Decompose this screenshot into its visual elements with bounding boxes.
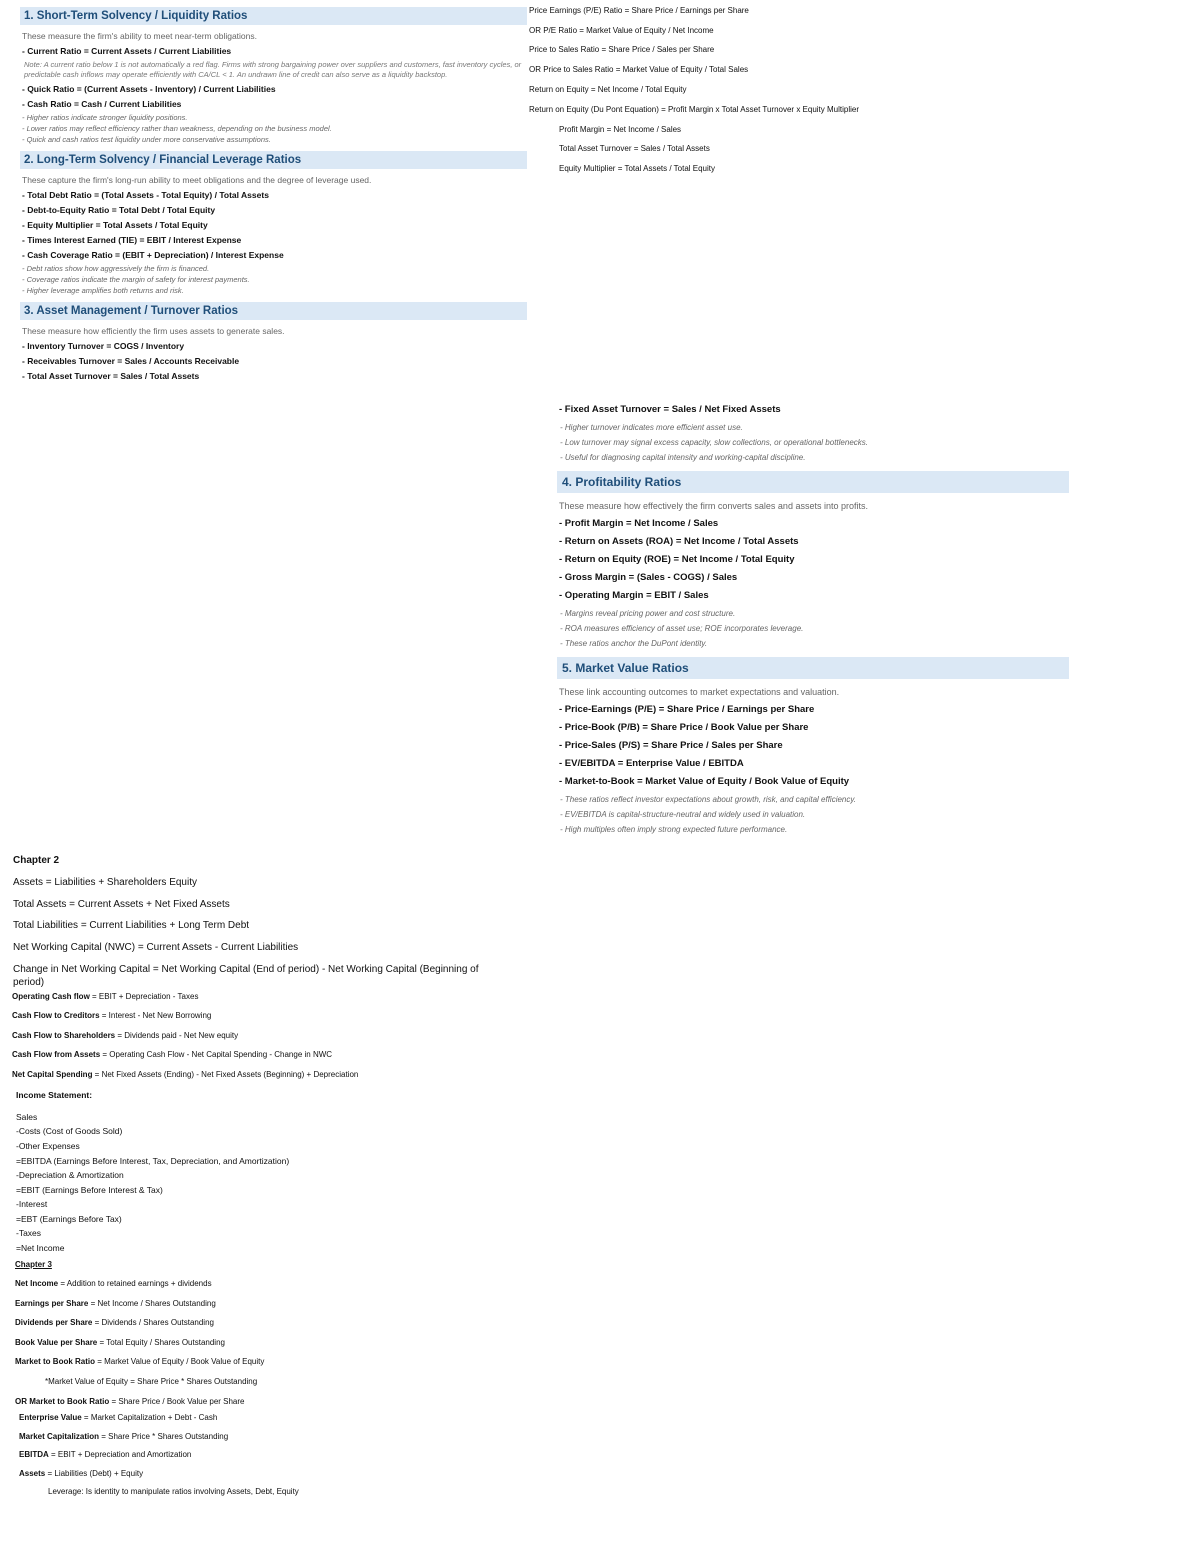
left-column — [20, 7, 527, 385]
total-debt-ratio: - Total Debt Ratio = (Total Assets - Total Equity) / Total Assets — [22, 190, 269, 200]
total-asset-turnover: - Total Asset Turnover = Sales / Total Assets — [22, 371, 200, 381]
income-statement-line: -Other Expenses — [16, 1141, 80, 1151]
income-statement-line: -Depreciation & Amortization — [16, 1170, 124, 1180]
pb-ratio: - Price-Book (P/B) = Share Price / Book Value per Share — [559, 722, 809, 733]
equity-multiplier-formula: Equity Multiplier = Total Assets / Total Equity — [559, 164, 716, 173]
enterprise-value-formula: Enterprise Value = Market Capitalization + Debt - Cash — [19, 1413, 218, 1422]
change-in-nwc-formula: Change in Net Working Capital = Net Working Capital (End of period) - Net Working Capital (Beginning of period) — [13, 964, 479, 988]
section-3-note: - Higher turnover indicates more efficient asset use. — [560, 423, 743, 432]
section-4-note: - These ratios anchor the DuPont identity. — [560, 639, 708, 648]
chapter-3-heading: Chapter 3 — [15, 1260, 52, 1269]
profit-margin: - Profit Margin = Net Income / Sales — [559, 518, 719, 529]
section-3-intro: These measure how efficiently the firm uses assets to generate sales. — [22, 326, 285, 336]
market-cap-formula: Market Capitalization = Share Price * Shares Outstanding — [19, 1432, 229, 1441]
income-statement-line: Sales — [16, 1112, 38, 1122]
section-4-header: 4. Profitability Ratios — [557, 471, 1069, 493]
section-5-intro: These link accounting outcomes to market expectations and valuation. — [559, 687, 840, 697]
section-1-header: 1. Short-Term Solvency / Liquidity Ratios — [20, 7, 527, 25]
cash-flow-shareholders: Cash Flow to Shareholders = Dividends paid - Net New equity — [12, 1031, 239, 1040]
section-3-note: - Useful for diagnosing capital intensity and working-capital discipline. — [560, 453, 806, 462]
profit-margin-formula: Profit Margin = Net Income / Sales — [559, 125, 682, 134]
section-2-header: 2. Long-Term Solvency / Financial Leverage Ratios — [20, 151, 527, 169]
ebitda-formula: EBITDA = EBIT + Depreciation and Amortization — [19, 1450, 192, 1459]
section-4-note: - Margins reveal pricing power and cost structure. — [560, 609, 736, 618]
return-on-equity: - Return on Equity (ROE) = Net Income / Total Equity — [559, 554, 795, 565]
income-statement-line: =EBT (Earnings Before Tax) — [16, 1214, 122, 1224]
pe-ratio-formula: Price Earnings (P/E) Ratio = Share Price / Earnings per Share — [529, 6, 749, 15]
section-5-note: - These ratios reflect investor expectations about growth, risk, and capital efficiency. — [560, 795, 856, 804]
price-to-sales-alt-formula: OR Price to Sales Ratio = Market Value of Equity / Total Sales — [529, 65, 749, 74]
market-to-book-alt-formula: OR Market to Book Ratio = Share Price / Book Value per Share — [15, 1397, 245, 1406]
current-ratio-note: Note: A current ratio below 1 is not automatically a red flag. Firms with strong bargaining power over suppliers and customers, fast inventory cycles, or predictable cash inflows may operate efficiently with CA/CL < 1. An undrawn line of credit can also serve as a liquidity backstop. — [24, 60, 522, 79]
cash-coverage-ratio: - Cash Coverage Ratio = (EBIT + Depreciation) / Interest Expense — [22, 250, 284, 260]
section-4-intro: These measure how effectively the firm converts sales and assets into profits. — [559, 501, 868, 511]
right-column — [557, 398, 1069, 838]
total-assets-formula: Total Assets = Current Assets + Net Fixed Assets — [13, 899, 230, 910]
section-3-header: 3. Asset Management / Turnover Ratios — [20, 302, 527, 320]
net-capital-spending: Net Capital Spending = Net Fixed Assets (Ending) - Net Fixed Assets (Beginning) + Depreciation — [12, 1070, 359, 1079]
ev-ebitda: - EV/EBITDA = Enterprise Value / EBITDA — [559, 758, 744, 769]
gross-margin: - Gross Margin = (Sales - COGS) / Sales — [559, 572, 738, 583]
income-statement-line: =Net Income — [16, 1243, 65, 1253]
price-to-sales-formula: Price to Sales Ratio = Share Price / Sales per Share — [529, 45, 715, 54]
market-value-equity-note: *Market Value of Equity = Share Price * Shares Outstanding — [45, 1377, 258, 1386]
section-2-note: - Higher leverage amplifies both returns and risk. — [22, 286, 184, 295]
times-interest-earned: - Times Interest Earned (TIE) = EBIT / Interest Expense — [22, 235, 242, 245]
section-3-note: - Low turnover may signal excess capacity, slow collections, or operational bottlenecks. — [560, 438, 868, 447]
nwc-formula: Net Working Capital (NWC) = Current Assets - Current Liabilities — [13, 942, 299, 953]
eps-formula: Earnings per Share = Net Income / Shares Outstanding — [15, 1299, 216, 1308]
leverage-note: Leverage: Is identity to manipulate ratios involving Assets, Debt, Equity — [48, 1487, 299, 1496]
quick-ratio: - Quick Ratio = (Current Assets - Inventory) / Current Liabilities — [22, 84, 276, 94]
inventory-turnover: - Inventory Turnover = COGS / Inventory — [22, 341, 185, 351]
section-2-intro: These capture the firm's long-run ability to meet obligations and the degree of leverage used. — [22, 175, 372, 185]
income-statement-line: =EBIT (Earnings Before Interest & Tax) — [16, 1185, 163, 1195]
total-liabilities-formula: Total Liabilities = Current Liabilities + Long Term Debt — [13, 920, 250, 931]
pe-ratio: - Price-Earnings (P/E) = Share Price / Earnings per Share — [559, 704, 815, 715]
section-5-note: - EV/EBITDA is capital-structure-neutral and widely used in valuation. — [560, 810, 806, 819]
bvps-formula: Book Value per Share = Total Equity / Shares Outstanding — [15, 1338, 225, 1347]
current-ratio: - Current Ratio = Current Assets / Current Liabilities — [22, 46, 232, 56]
income-statement-line: =EBITDA (Earnings Before Interest, Tax, Depreciation, and Amortization) — [16, 1156, 290, 1166]
fixed-asset-turnover: - Fixed Asset Turnover = Sales / Net Fixed Assets — [559, 404, 781, 415]
section-1-note: - Higher ratios indicate stronger liquidity positions. — [22, 113, 188, 122]
income-statement-line: -Costs (Cost of Goods Sold) — [16, 1126, 123, 1136]
operating-margin: - Operating Margin = EBIT / Sales — [559, 590, 709, 601]
pe-ratio-alt-formula: OR P/E Ratio = Market Value of Equity / Net Income — [529, 26, 714, 35]
section-1-intro: These measure the firm's ability to meet near-term obligations. — [22, 31, 257, 41]
receivables-turnover: - Receivables Turnover = Sales / Accounts Receivable — [22, 356, 240, 366]
cash-ratio: - Cash Ratio = Cash / Current Liabilities — [22, 99, 182, 109]
chapter-2-heading: Chapter 2 — [13, 855, 60, 866]
dps-formula: Dividends per Share = Dividends / Shares Outstanding — [15, 1318, 214, 1327]
net-income-formula: Net Income = Addition to retained earnings + dividends — [15, 1279, 212, 1288]
equity-multiplier: - Equity Multiplier = Total Assets / Total Equity — [22, 220, 208, 230]
cash-flow-assets: Cash Flow from Assets = Operating Cash Flow - Net Capital Spending - Change in NWC — [12, 1050, 333, 1059]
section-5-header: 5. Market Value Ratios — [557, 657, 1069, 679]
dupont-formula: Return on Equity (Du Pont Equation) = Profit Margin x Total Asset Turnover x Equity Multiplier — [529, 105, 860, 114]
income-statement-heading: Income Statement: — [16, 1090, 93, 1100]
income-statement-line: -Interest — [16, 1199, 48, 1209]
section-1-note: - Lower ratios may reflect efficiency rather than weakness, depending on the business model. — [22, 124, 332, 133]
market-to-book: - Market-to-Book = Market Value of Equity / Book Value of Equity — [559, 776, 850, 787]
balance-sheet-identity: Assets = Liabilities + Shareholders Equity — [13, 877, 197, 888]
operating-cash-flow: Operating Cash flow = EBIT + Depreciation - Taxes — [12, 992, 199, 1001]
section-1-note: - Quick and cash ratios test liquidity under more conservative assumptions. — [22, 135, 271, 144]
income-statement-line: -Taxes — [16, 1228, 42, 1238]
section-2-note: - Coverage ratios indicate the margin of safety for interest payments. — [22, 275, 250, 284]
total-asset-turnover-formula: Total Asset Turnover = Sales / Total Assets — [559, 144, 710, 153]
return-on-assets: - Return on Assets (ROA) = Net Income / Total Assets — [559, 536, 799, 547]
ps-ratio: - Price-Sales (P/S) = Share Price / Sales per Share — [559, 740, 783, 751]
debt-to-equity-ratio: - Debt-to-Equity Ratio = Total Debt / Total Equity — [22, 205, 216, 215]
section-4-note: - ROA measures efficiency of asset use; ROE incorporates leverage. — [560, 624, 804, 633]
section-2-note: - Debt ratios show how aggressively the firm is financed. — [22, 264, 210, 273]
roe-formula: Return on Equity = Net Income / Total Equity — [529, 85, 687, 94]
cash-flow-creditors: Cash Flow to Creditors = Interest - Net New Borrowing — [12, 1011, 212, 1020]
market-to-book-formula: Market to Book Ratio = Market Value of Equity / Book Value of Equity — [15, 1357, 265, 1366]
section-5-note: - High multiples often imply strong expected future performance. — [560, 825, 788, 834]
assets-identity: Assets = Liabilities (Debt) + Equity — [19, 1469, 144, 1478]
